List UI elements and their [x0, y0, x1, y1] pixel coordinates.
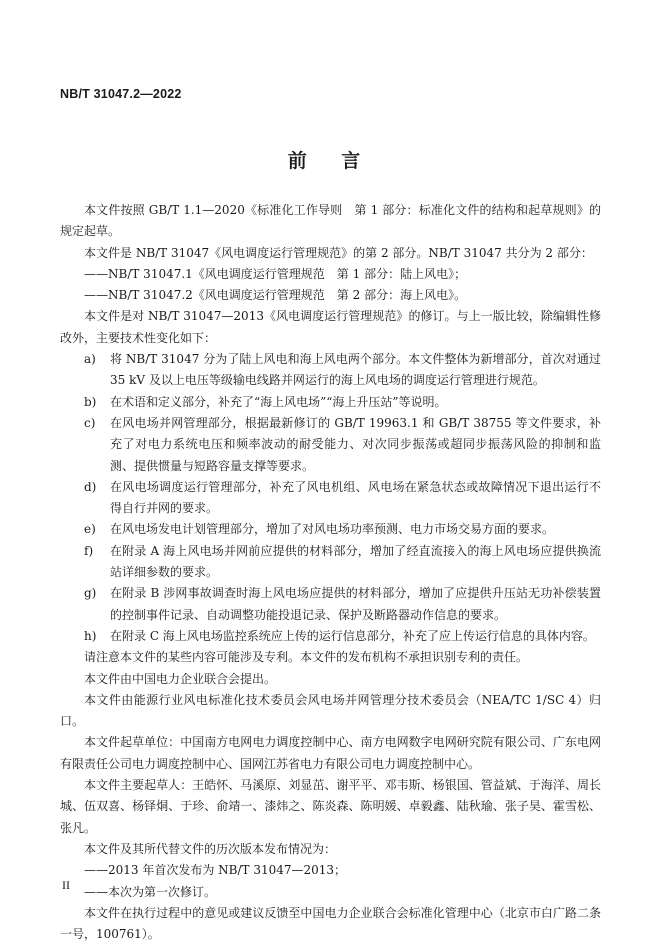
page-title: 前 言 [287, 150, 375, 172]
dash-list-item: ——NB/T 31047.2《风电调度运行管理规范 第 2 部分：海上风电》。 [84, 288, 467, 303]
list-text: 在附录 A 海上风电场并网前应提供的材料部分，增加了经直流接入的海上风电场应提供换流站详细参数的要求。 [110, 543, 601, 580]
dash-list-item: ——NB/T 31047.1《风电调度运行管理规范 第 1 部分：陆上风电》； [84, 266, 467, 281]
paragraph: 本文件按照 GB/T 1.1—2020《标准化工作导则 第 1 部分：标准化文件的结构和起草规则》的规定起草。 [60, 203, 601, 239]
paragraph: 本文件由中国电力企业联合会提出。 [84, 671, 277, 686]
list-text: 将 NB/T 31047 分为了陆上风电和海上风电两个部分。本文件整体为新增部分，首次对通过 35 kV 及以上电压等级输电线路并网运行的海上风电场的调度运行管理进行规范。 [110, 352, 601, 388]
foreword-body [60, 200, 601, 945]
standard-code: NB/T 31047.2—2022 [60, 87, 182, 101]
paragraph: 本文件起草单位：中国南方电网电力调度控制中心、南方电网数字电网研究院有限公司、广东电网有限责任公司电力调度控制中心、国网江苏省电力有限公司电力调度控制中心。 [60, 735, 601, 771]
paragraph: 本文件在执行过程中的意见或建议反馈至中国电力企业联合会标准化管理中心（北京市白广路二条一号，100761）。 [60, 905, 601, 942]
list-label: e) [84, 522, 96, 537]
change-list-item [60, 626, 601, 647]
paragraph: 本文件由能源行业风电标准化技术委员会风电场并网管理分技术委员会（NEA/TC 1/SC 4）归口。 [60, 692, 601, 729]
change-list-item [60, 413, 601, 477]
paragraph: 本文件是对 NB/T 31047—2013《风电调度运行管理规范》的修订。与上一版比较，除编辑性修改外，主要技术性变化如下： [60, 309, 601, 345]
list-label: b) [84, 394, 97, 409]
list-text: 在风电场调度运行管理部分，补充了风电机组、风电场在紧急状态或故障情况下退出运行不得自行并网的要求。 [110, 479, 601, 516]
list-label: c) [84, 415, 96, 430]
paragraph: 本文件是 NB/T 31047《风电调度运行管理规范》的第 2 部分。NB/T 31047 共分为 2 部分： [84, 245, 593, 260]
change-list-item [60, 541, 601, 584]
list-label: a) [84, 352, 96, 367]
change-list-item [60, 392, 601, 413]
list-text: 在术语和定义部分，补充了“海上风电场”“海上升压站”等说明。 [110, 394, 447, 409]
page-number: II [62, 878, 70, 892]
list-text: 在风电场并网管理部分，根据最新修订的 GB/T 19963.1 和 GB/T 38755 等文件要求，补充了对电力系统电压和频率波动的耐受能力、对次同步振荡或超同步振荡风险的抑制和监测、提供惯量与短路容量支撑等要求。 [110, 415, 601, 473]
change-list-item [60, 583, 601, 626]
list-label: f) [84, 543, 94, 558]
list-text: 在风电场发电计划管理部分，增加了对风电场功率预测、电力市场交易方面的要求。 [110, 522, 555, 537]
list-label: g) [84, 586, 97, 601]
paragraph: 请注意本文件的某些内容可能涉及专利。本文件的发布机构不承担识别专利的责任。 [84, 650, 529, 665]
dash-list-item: ——本次为第一次修订。 [84, 884, 217, 899]
change-list-item [60, 477, 601, 520]
list-text: 在附录 B 涉网事故调查时海上风电场应提供的材料部分，增加了应提供升压站无功补偿装置的控制事件记录、自动调整功能投退记录、保护及断路器动作信息的要求。 [110, 586, 601, 622]
list-text: 在附录 C 海上风电场监控系统应上传的运行信息部分，补充了应上传运行信息的具体内容。 [110, 628, 595, 643]
paragraph: 本文件及其所代替文件的历次版本发布情况为： [84, 841, 337, 856]
change-list-item [60, 349, 601, 392]
dash-list-item: ——2013 年首次发布为 NB/T 31047—2013； [84, 863, 347, 878]
list-label: h) [84, 628, 97, 643]
change-list-item [60, 519, 601, 540]
paragraph: 本文件主要起草人：王皓怀、马溪原、刘显茁、谢平平、邓韦斯、杨银国、管益斌、于海洋、周长城、伍双喜、杨铎烔、于珍、俞靖一、漆炜之、陈炎森、陈明媛、卓毅鑫、陆秋瑜、张子昊、霍雪松、张凡。 [60, 778, 601, 835]
list-label: d) [84, 479, 97, 494]
